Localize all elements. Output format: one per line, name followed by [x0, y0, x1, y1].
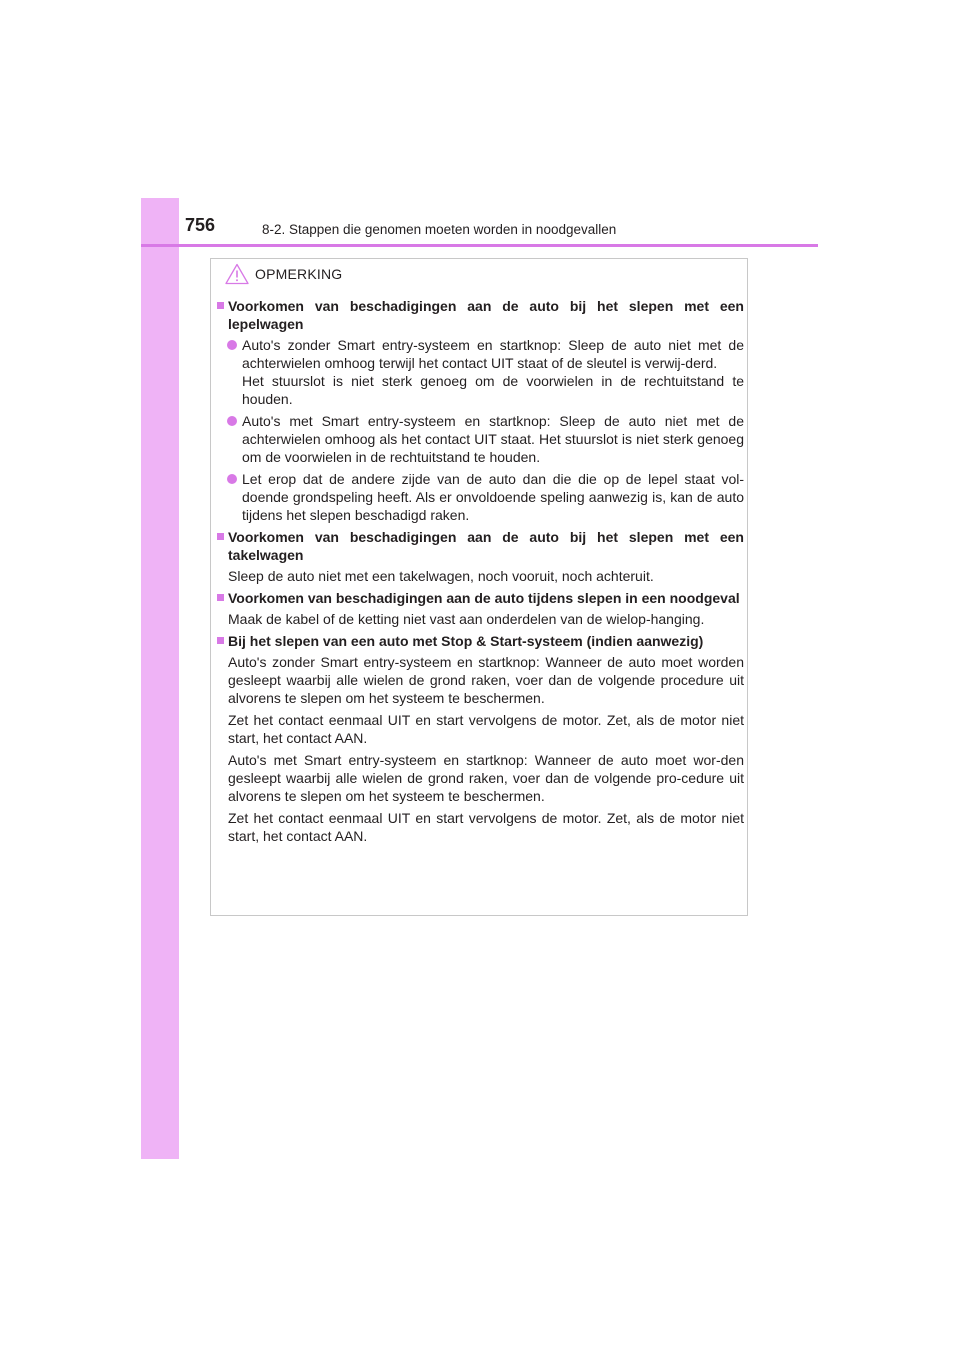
- paragraph: Zet het contact eenmaal UIT en start vervolgens de motor. Zet, als de motor niet start, het contact AAN.: [228, 810, 744, 844]
- paragraph: Sleep de auto niet met een takelwagen, noch vooruit, noch achteruit.: [228, 568, 654, 584]
- square-bullet-icon: [217, 637, 224, 644]
- square-bullet-icon: [217, 533, 224, 540]
- paragraph: Auto's zonder Smart entry-systeem en startknop: Wanneer de auto moet worden gesleept waarbij alle wielen de grond raken, voer dan de volgende procedure uit alvorens te slepen om het systeem te beschermen.: [228, 654, 744, 706]
- warning-triangle-icon: [225, 263, 249, 285]
- section-heading: Bij het slepen van een auto met Stop & Start-systeem (indien aanwezig): [217, 632, 744, 650]
- circle-bullet-icon: [227, 340, 237, 350]
- paragraph: Zet het contact eenmaal UIT en start vervolgens de motor. Zet, als de motor niet start, het contact AAN.: [228, 712, 744, 746]
- circle-bullet-icon: [227, 474, 237, 484]
- section-heading: Voorkomen van beschadigingen aan de auto bij het slepen met een lepelwagen: [217, 297, 744, 333]
- header-rule: [141, 244, 818, 247]
- running-head: 8-2. Stappen die genomen moeten worden in noodgevallen: [262, 222, 617, 237]
- list-item: Auto's zonder Smart entry-systeem en startknop: Sleep de auto niet met de achterwielen omhoog terwijl het contact UIT staat of de sleutel is verwij-derd. Het stuurslot is niet sterk genoeg om de voorwielen in de rechtuitstand te houden.: [227, 336, 744, 408]
- paragraph: Maak de kabel of de ketting niet vast aan onderdelen van de wielop-hanging.: [228, 611, 705, 627]
- page-number: 756: [185, 215, 216, 235]
- notice-title: OPMERKING: [255, 266, 343, 282]
- circle-bullet-icon: [227, 416, 237, 426]
- notice-body: [217, 297, 744, 845]
- square-bullet-icon: [217, 594, 224, 601]
- square-bullet-icon: [217, 302, 224, 309]
- section-heading: Voorkomen van beschadigingen aan de auto tijdens slepen in een noodgeval: [217, 589, 744, 607]
- list-item: Let erop dat de andere zijde van de auto dan die die op de lepel staat vol-doende grondspeling heeft. Als er onvoldoende speling aanwezig is, kan de auto tijdens het slepen beschadigd raken.: [227, 470, 744, 524]
- notice-header: [225, 262, 342, 286]
- side-tab-strip: [141, 198, 179, 1159]
- notice-box: [210, 258, 748, 916]
- list-item: Auto's met Smart entry-systeem en startknop: Sleep de auto niet met de achterwielen omhoog als het contact UIT staat. Het stuurslot is niet sterk genoeg om de voorwielen in de rechtuitstand te houden.: [227, 412, 744, 466]
- section-heading: Voorkomen van beschadigingen aan de auto bij het slepen met een takelwagen: [217, 528, 744, 564]
- paragraph: Auto's met Smart entry-systeem en startknop: Wanneer de auto moet wor-den gesleept waarbij alle wielen de grond raken, voer dan de volgende pro-cedure uit alvorens te slepen om het systeem te beschermen.: [228, 752, 744, 804]
